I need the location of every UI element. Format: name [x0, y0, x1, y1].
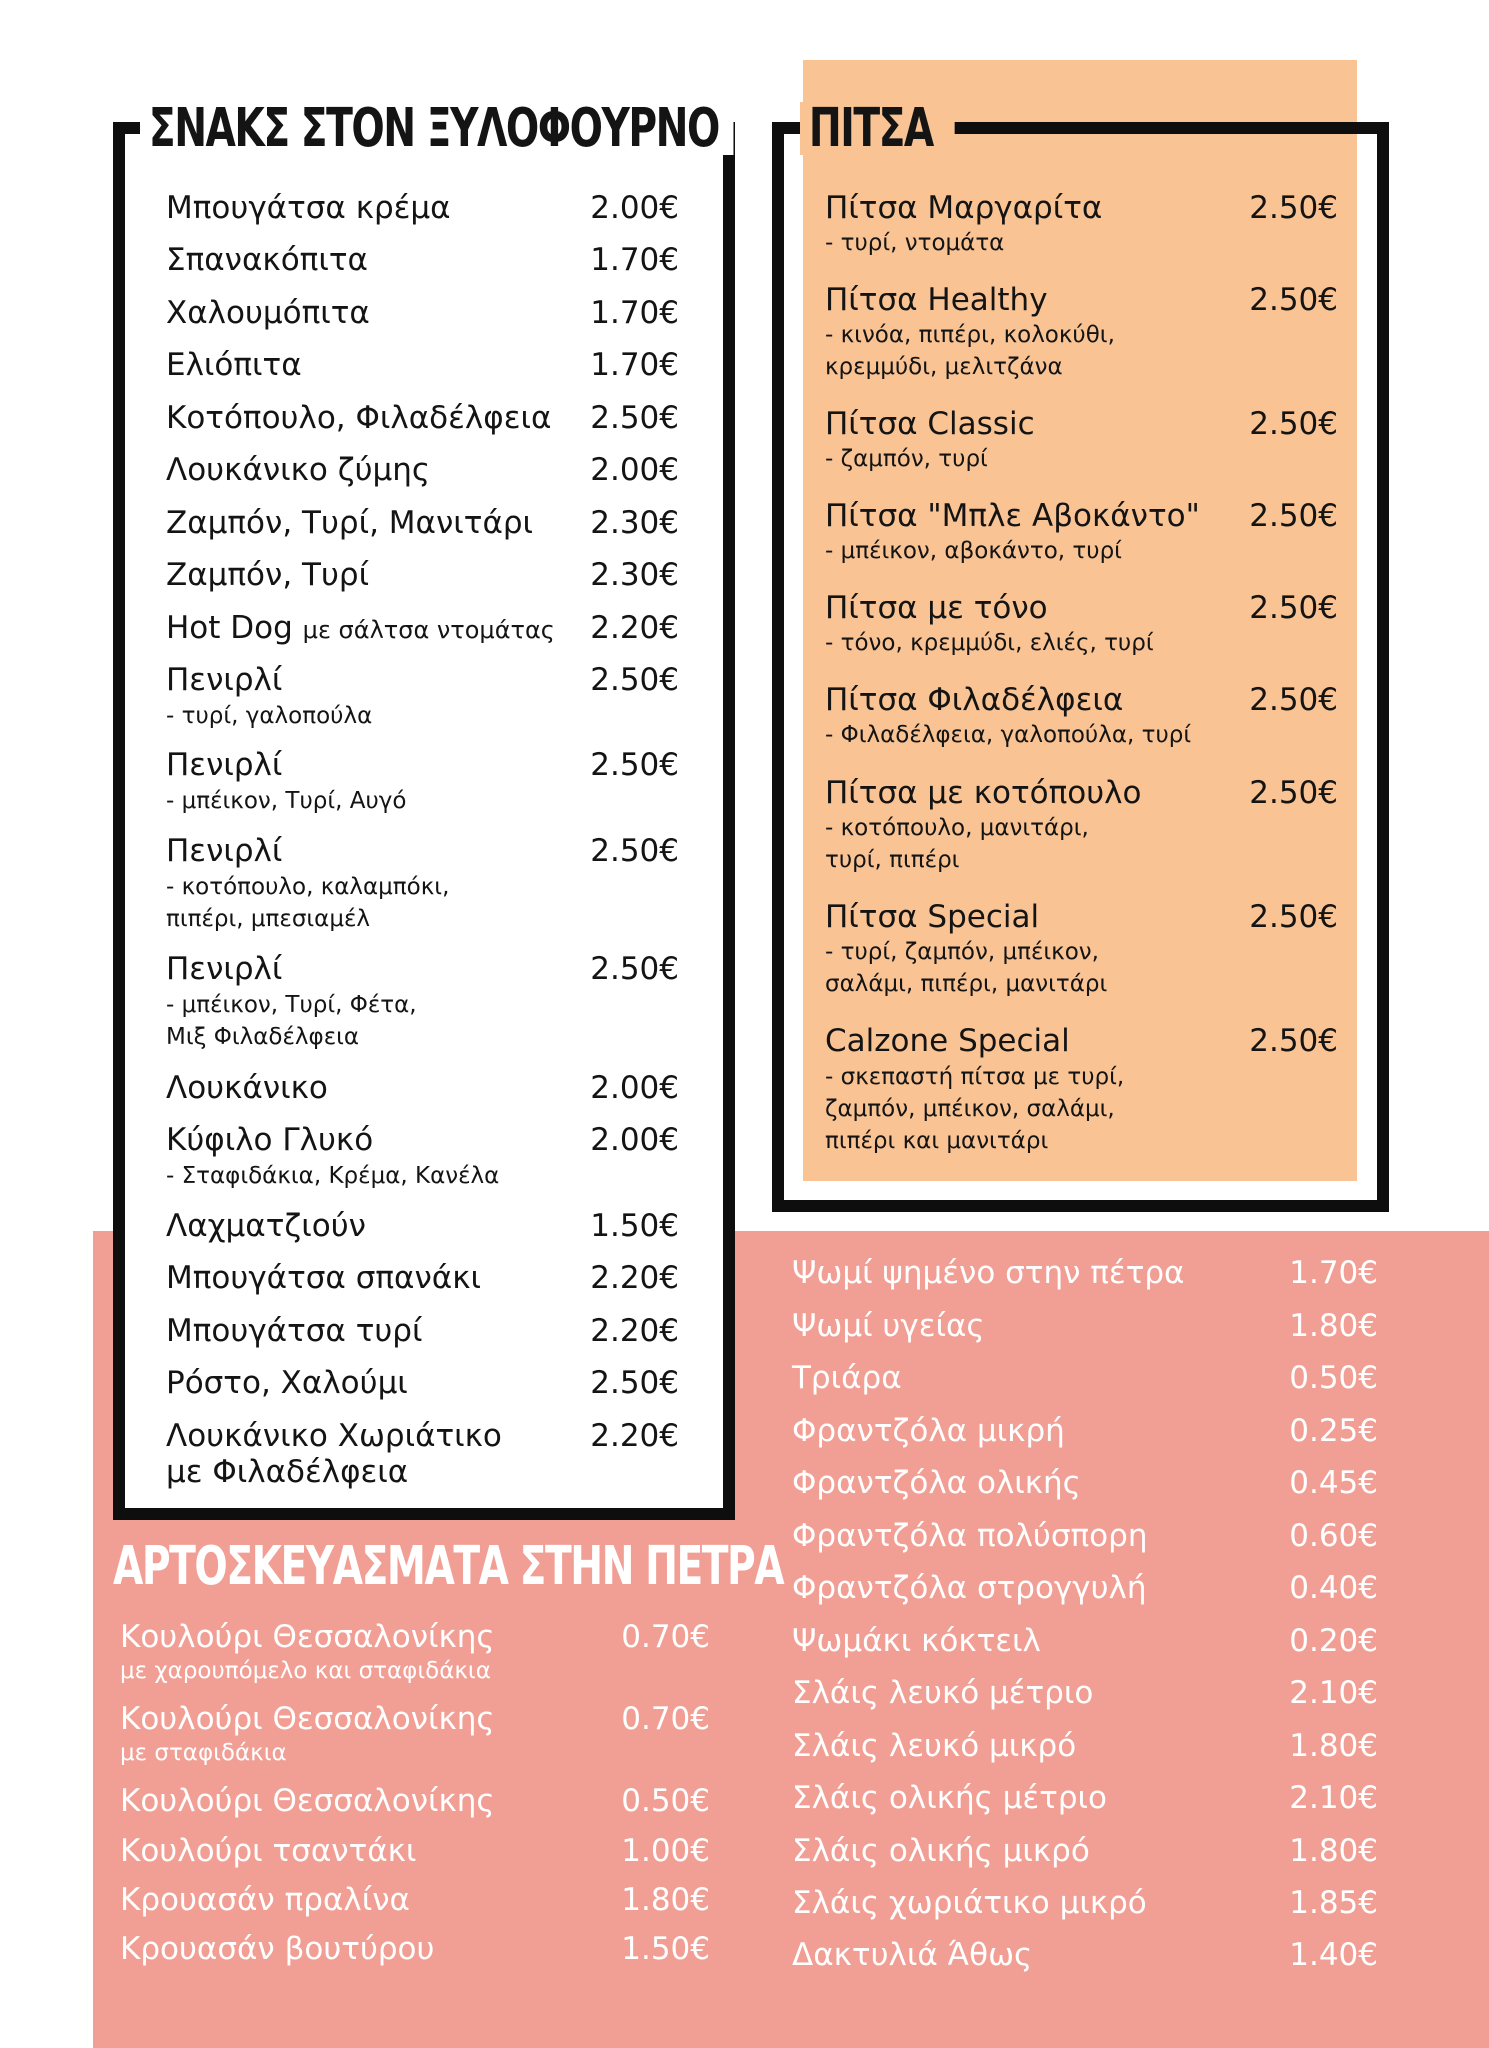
pizza-item-price: 2.50€: [1249, 498, 1338, 534]
snack-item-price: 2.30€: [590, 505, 679, 541]
bread-item-name: Τριάρα: [792, 1360, 902, 1396]
bread-item-name: Ψωμί ψημένο στην πέτρα: [792, 1255, 1185, 1291]
bakery-item-price: 1.50€: [621, 1931, 710, 1967]
pizza-item-price: 2.50€: [1249, 1023, 1338, 1059]
pizza-item-desc: - κοτόπουλο, μανιτάρι, τυρί, πιπέρι: [825, 815, 1089, 873]
bread-item-price: 1.70€: [1289, 1255, 1378, 1291]
bread-item-price: 0.25€: [1289, 1413, 1378, 1449]
bread-item-price: 1.80€: [1289, 1308, 1378, 1344]
bakery-item-price: 0.50€: [621, 1783, 710, 1819]
snack-item-name: Ζαμπόν, Τυρί, Μανιτάρι: [166, 505, 534, 541]
snack-item-name: Λουκάνικο Χωριάτικο: [166, 1418, 502, 1454]
snack-item-price: 1.70€: [590, 347, 679, 383]
bakery-item-name: Κουλούρι Θεσσαλονίκης: [120, 1619, 495, 1655]
snack-item-name: Χαλουμόπιτα: [166, 295, 370, 331]
bread-item-price: 2.10€: [1289, 1675, 1378, 1711]
snack-item-name: Λουκάνικο: [166, 1070, 328, 1106]
bread-item-name: Φραντζόλα στρογγυλή: [792, 1570, 1147, 1606]
pizza-item-desc: - τυρί, ζαμπόν, μπέικον, σαλάμι, πιπέρι, μανιτάρι: [825, 939, 1108, 997]
bread-item-price: 1.80€: [1289, 1728, 1378, 1764]
bakery-item-name: Κρουασάν βουτύρου: [120, 1931, 435, 1967]
bakery-item-name: Κρουασάν πραλίνα: [120, 1882, 410, 1918]
snack-item-price: 2.50€: [590, 951, 679, 987]
snack-item-name: Μπουγάτσα κρέμα: [166, 190, 451, 226]
snack-item-name: Λουκάνικο ζύμης: [166, 452, 431, 488]
bakery-section-title: ΑΡΤΟΣΚΕΥΑΣΜΑΤΑ ΣΤΗΝ ΠΕΤΡΑ: [113, 1536, 784, 1597]
pizza-item-desc: - τόνο, κρεμμύδι, ελιές, τυρί: [825, 630, 1154, 656]
pizza-item-name: Πίτσα Healthy: [825, 282, 1048, 318]
bread-item-name: Φραντζόλα μικρή: [792, 1413, 1065, 1449]
pizza-item-desc: - μπέικον, αβοκάντο, τυρί: [825, 538, 1122, 564]
pizza-item-name: Πίτσα Μαργαρίτα: [825, 190, 1103, 226]
snack-item-desc: - Σταφιδάκια, Κρέμα, Κανέλα: [166, 1163, 500, 1189]
bread-item-name: Σλάις λευκό μέτριο: [792, 1675, 1094, 1711]
snack-item-name: Κοτόπουλο, Φιλαδέλφεια: [166, 400, 552, 436]
snack-item-name: Λαχματζιούν: [166, 1208, 366, 1244]
pizza-item-name: Πίτσα με τόνο: [825, 590, 1048, 626]
snack-item-price: 2.20€: [590, 1418, 679, 1454]
bakery-item-name: Κουλούρι Θεσσαλονίκης: [120, 1701, 495, 1737]
snack-item-name-suffix: με σάλτσα ντομάτας: [302, 616, 555, 644]
snack-item-price: 2.00€: [590, 1070, 679, 1106]
bread-item-price: 2.10€: [1289, 1780, 1378, 1816]
bakery-item-desc: με σταφιδάκια: [120, 1740, 287, 1766]
snack-item-price: 2.50€: [590, 833, 679, 869]
pizza-item-name: Calzone Special: [825, 1023, 1070, 1059]
snack-item-price: 2.50€: [590, 747, 679, 783]
snack-item-name: Πενιρλί: [166, 747, 283, 783]
snack-item-price: 2.00€: [590, 190, 679, 226]
snack-item-price: 1.50€: [590, 1208, 679, 1244]
pizza-item-price: 2.50€: [1249, 899, 1338, 935]
bread-item-name: Σλάις ολικής μέτριο: [792, 1780, 1107, 1816]
pizza-item-name: Πίτσα "Μπλε Αβοκάντο": [825, 498, 1200, 534]
snack-item-name: [166, 611, 555, 648]
pizza-item-desc: - ζαμπόν, τυρί: [825, 446, 988, 472]
snack-item-name: Πενιρλί: [166, 833, 283, 869]
snack-item-name: Ρόστο, Χαλούμι: [166, 1365, 408, 1401]
snack-item-price: 2.50€: [590, 662, 679, 698]
snack-item-price: 2.20€: [590, 1313, 679, 1349]
snack-item-price: 2.00€: [590, 1122, 679, 1158]
bread-item-price: 1.80€: [1289, 1833, 1378, 1869]
snack-item-price: 2.50€: [590, 1365, 679, 1401]
bread-item-name: Φραντζόλα πολύσπορη: [792, 1518, 1148, 1554]
snack-item-price: 1.70€: [590, 242, 679, 278]
snack-item-name: Πενιρλί: [166, 662, 283, 698]
snack-item-name: Κύφιλο Γλυκό: [166, 1122, 374, 1158]
bakery-item-price: 0.70€: [621, 1619, 710, 1655]
pizza-item-price: 2.50€: [1249, 590, 1338, 626]
snack-item-name-line2: με Φιλαδέλφεια: [166, 1454, 409, 1490]
snack-item-name: Ζαμπόν, Τυρί: [166, 557, 370, 593]
bread-item-price: 1.40€: [1289, 1937, 1378, 1973]
snack-item-name: Μπουγάτσα τυρί: [166, 1313, 423, 1349]
bakery-item-price: 1.80€: [621, 1882, 710, 1918]
bakery-item-price: 1.00€: [621, 1833, 710, 1869]
pizza-item-price: 2.50€: [1249, 775, 1338, 811]
pizza-section-title: ΠΙΤΣΑ: [800, 102, 955, 155]
pizza-item-price: 2.50€: [1249, 682, 1338, 718]
bread-item-price: 0.60€: [1289, 1518, 1378, 1554]
bakery-item-desc: με χαρουπόμελο και σταφιδάκια: [120, 1658, 491, 1684]
snack-item-price: 2.00€: [590, 452, 679, 488]
pizza-item-name: Πίτσα με κοτόπουλο: [825, 775, 1142, 811]
pizza-item-name: Πίτσα Classic: [825, 406, 1035, 442]
snack-item-desc: - μπέικον, Τυρί, Αυγό: [166, 788, 407, 814]
bread-item-name: Ψωμάκι κόκτειλ: [792, 1623, 1041, 1659]
bread-item-name: Ψωμί υγείας: [792, 1308, 985, 1344]
pizza-item-desc: - κινόα, πιπέρι, κολοκύθι, κρεμμύδι, μελιτζάνα: [825, 322, 1115, 380]
bread-item-price: 0.45€: [1289, 1465, 1378, 1501]
pizza-item-desc: - τυρί, ντομάτα: [825, 230, 1005, 256]
bakery-item-name: Κουλούρι Θεσσαλονίκης: [120, 1783, 495, 1819]
snack-item-price: 2.20€: [590, 1260, 679, 1296]
pizza-item-desc: - σκεπαστή πίτσα με τυρί, ζαμπόν, μπέικον, σαλάμι, πιπέρι και μανιτάρι: [825, 1064, 1125, 1154]
snack-item-name: Ελιόπιτα: [166, 347, 302, 383]
snack-section-title: ΣΝΑΚΣ ΣΤΟΝ ΞΥΛΟΦΟΥΡΝΟ: [140, 102, 734, 155]
snack-frame: [113, 122, 735, 1520]
snack-item-price: 1.70€: [590, 295, 679, 331]
pizza-item-name: Πίτσα Special: [825, 899, 1040, 935]
pizza-item-desc: - Φιλαδέλφεια, γαλοπούλα, τυρί: [825, 722, 1192, 748]
snack-item-price: 2.20€: [590, 610, 679, 646]
bread-item-name: Σλάις λευκό μικρό: [792, 1728, 1077, 1764]
snack-item-name: Σπανακόπιτα: [166, 242, 368, 278]
snack-item-name: Μπουγάτσα σπανάκι: [166, 1260, 481, 1296]
bakery-item-price: 0.70€: [621, 1701, 710, 1737]
snack-item-price: 2.30€: [590, 557, 679, 593]
pizza-item-price: 2.50€: [1249, 190, 1338, 226]
pizza-item-price: 2.50€: [1249, 282, 1338, 318]
snack-item-price: 2.50€: [590, 400, 679, 436]
snack-item-name-main: Hot Dog: [166, 610, 293, 646]
pizza-item-name: Πίτσα Φιλαδέλφεια: [825, 682, 1124, 718]
bread-item-price: 0.50€: [1289, 1360, 1378, 1396]
snack-item-desc: - τυρί, γαλοπούλα: [166, 703, 373, 729]
bread-item-price: 0.20€: [1289, 1623, 1378, 1659]
bread-item-name: Φραντζόλα ολικής: [792, 1465, 1081, 1501]
snack-item-desc: - κοτόπουλο, καλαμπόκι, πιπέρι, μπεσιαμέλ: [166, 874, 450, 932]
bread-item-name: Σλάις ολικής μικρό: [792, 1833, 1090, 1869]
bread-item-price: 0.40€: [1289, 1570, 1378, 1606]
snack-item-desc: - μπέικον, Τυρί, Φέτα, Μιξ Φιλαδέλφεια: [166, 992, 417, 1050]
bakery-item-name: Κουλούρι τσαντάκι: [120, 1833, 417, 1869]
snack-item-name: Πενιρλί: [166, 951, 283, 987]
bread-item-name: Σλάις χωριάτικο μικρό: [792, 1885, 1147, 1921]
pizza-item-price: 2.50€: [1249, 406, 1338, 442]
bread-item-name: Δακτυλιά Άθως: [792, 1937, 1033, 1973]
bread-item-price: 1.85€: [1289, 1885, 1378, 1921]
